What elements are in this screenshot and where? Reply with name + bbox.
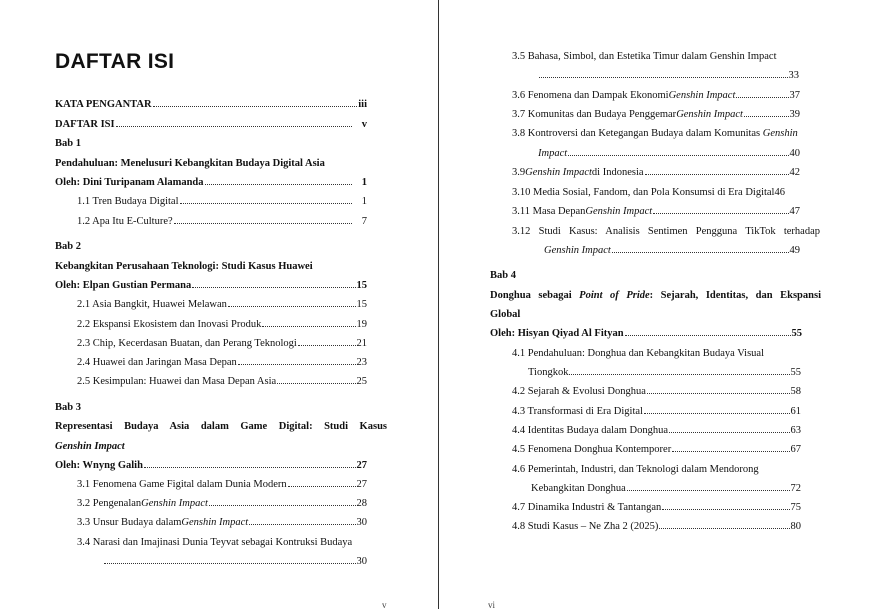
toc-entry[interactable]: 3.5 Bahasa, Simbol, dan Estetika Timur dalam Genshin Impact <box>512 51 777 62</box>
toc-entry[interactable]: 3.4 Narasi dan Imajinasi Dunia Teyvat sebagai Kontruksi Budaya <box>77 537 353 548</box>
toc-entry-continued[interactable]: 33 <box>538 69 799 83</box>
toc-entry[interactable]: 3.2 Pengenalan Genshin Impact 28 <box>77 498 367 509</box>
page-number: v <box>382 600 387 610</box>
toc-entry-continued[interactable]: 30 <box>103 555 367 569</box>
toc-entry[interactable]: 4.7 Dinamika Industri & Tantangan 75 <box>512 502 801 513</box>
toc-entry[interactable]: 3.1 Fenomena Game Figital dalam Dunia Modern 27 <box>77 479 367 490</box>
chapter-title: Kebangkitan Perusahaan Teknologi: Studi Kasus Huawei <box>55 261 313 272</box>
toc-entry[interactable]: 4.6 Pemerintah, Industri, dan Teknologi dalam Mendorong <box>512 464 759 475</box>
chapter-title: Donghua sebagai Point of Pride: Sejarah, Identitas, dan Ekspansi <box>490 290 821 301</box>
toc-entry-continued[interactable]: Impact 40 <box>538 148 800 159</box>
toc-entry[interactable]: 3.10 Media Sosial, Fandom, dan Pola Konsumsi di Era Digital 46 <box>512 187 785 198</box>
toc-entry[interactable]: 1.1 Tren Budaya Digital 1 <box>77 196 367 207</box>
left-page <box>0 0 438 609</box>
page-title: DAFTAR ISI <box>55 50 175 73</box>
chapter-author[interactable]: Oleh: Wnyng Galih 27 <box>55 460 367 471</box>
toc-entry-kata-pengantar[interactable]: KATA PENGANTAR iii <box>55 99 367 110</box>
chapter-title: Pendahuluan: Menelusuri Kebangkitan Budaya Digital Asia <box>55 158 325 169</box>
toc-entry[interactable]: 4.2 Sejarah & Evolusi Donghua 58 <box>512 386 801 397</box>
toc-entry[interactable]: 3.11 Masa Depan Genshin Impact 47 <box>512 206 800 217</box>
toc-entry[interactable]: 3.6 Fenomena dan Dampak Ekonomi Genshin Impact 37 <box>512 90 800 101</box>
toc-entry-daftar-isi[interactable]: DAFTAR ISI v <box>55 119 367 130</box>
toc-entry-continued[interactable]: Genshin Impact 49 <box>544 245 800 256</box>
toc-entry[interactable]: 4.1 Pendahuluan: Donghua dan Kebangkitan Budaya Visual <box>512 348 764 359</box>
toc-entry[interactable]: 2.4 Huawei dan Jaringan Masa Depan 23 <box>77 357 367 368</box>
chapter-title-continued: Genshin Impact <box>55 441 125 452</box>
chapter-author[interactable]: Oleh: Hisyan Qiyad Al Fityan 55 <box>490 328 802 339</box>
chapter-author[interactable]: Oleh: Elpan Gustian Permana 15 <box>55 280 367 291</box>
toc-entry[interactable]: 1.2 Apa Itu E-Culture? 7 <box>77 216 367 227</box>
toc-entry[interactable]: 4.3 Transformasi di Era Digital 61 <box>512 406 801 417</box>
toc-entry[interactable]: 3.7 Komunitas dan Budaya Penggemar Genshin Impact 39 <box>512 109 800 120</box>
toc-entry[interactable]: 2.1 Asia Bangkit, Huawei Melawan 15 <box>77 299 367 310</box>
chapter-author[interactable]: Oleh: Dini Turipanam Alamanda 1 <box>55 177 367 188</box>
right-page <box>439 0 876 609</box>
chapter-heading: Bab 3 <box>55 402 81 413</box>
chapter-heading: Bab 4 <box>490 270 516 281</box>
toc-entry[interactable]: 2.3 Chip, Kecerdasan Buatan, dan Perang Teknologi 21 <box>77 338 367 349</box>
toc-entry[interactable]: 2.2 Ekspansi Ekosistem dan Inovasi Produk 19 <box>77 319 367 330</box>
chapter-heading: Bab 2 <box>55 241 81 252</box>
toc-entry[interactable]: 3.12 Studi Kasus: Analisis Sentimen Pengguna TikTok terhadap <box>512 226 820 237</box>
toc-entry[interactable]: 3.3 Unsur Budaya dalam Genshin Impact 30 <box>77 517 367 528</box>
toc-entry[interactable]: 3.9 Genshin Impact di Indonesia 42 <box>512 167 800 178</box>
toc-entry[interactable]: 3.8 Kontroversi dan Ketegangan Budaya dalam Komunitas Genshin <box>512 128 798 139</box>
toc-entry-continued[interactable]: Tiongkok 55 <box>528 367 801 378</box>
page-number: vi <box>488 600 496 610</box>
toc-entry[interactable]: 4.5 Fenomena Donghua Kontemporer 67 <box>512 444 801 455</box>
toc-entry[interactable]: 4.4 Identitas Budaya dalam Donghua 63 <box>512 425 801 436</box>
toc-entry[interactable]: 4.8 Studi Kasus – Ne Zha 2 (2025) 80 <box>512 521 801 532</box>
chapter-title: Representasi Budaya Asia dalam Game Digital: Studi Kasus <box>55 421 387 432</box>
toc-entry-continued[interactable]: Kebangkitan Donghua 72 <box>531 483 801 494</box>
chapter-heading: Bab 1 <box>55 138 81 149</box>
chapter-title-continued: Global <box>490 309 521 320</box>
toc-entry[interactable]: 2.5 Kesimpulan: Huawei dan Masa Depan Asia 25 <box>77 376 367 387</box>
